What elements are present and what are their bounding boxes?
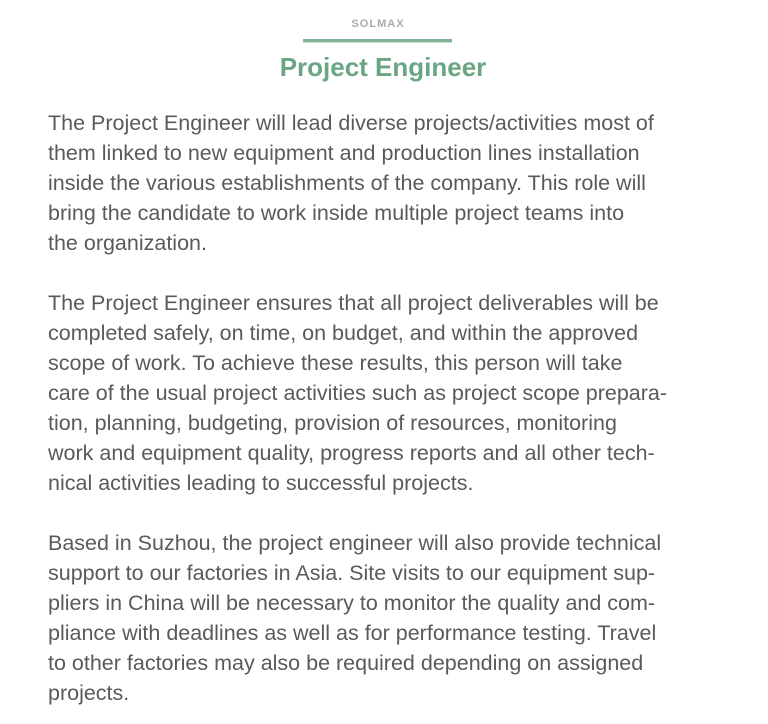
text-line: to other factories may also be required depending on assigned xyxy=(48,651,644,675)
text-line: tion, planning, budgeting, provision of resources, monitoring xyxy=(48,411,617,435)
text-line: them linked to new equipment and production lines installation xyxy=(48,141,640,165)
text-line: work and equipment quality, progress reports and all other tech- xyxy=(48,441,655,465)
text-line: Based in Suzhou, the project engineer will also provide technical xyxy=(48,531,662,555)
paragraph-responsibilities xyxy=(48,288,738,498)
text-line: The Project Engineer will lead diverse projects/activities most of xyxy=(48,111,654,135)
text-line: care of the usual project activities such as project scope prepara- xyxy=(48,381,668,405)
text-line: bring the candidate to work inside multiple project teams into xyxy=(48,201,625,225)
company-brand-label: SOLMAX xyxy=(351,18,405,30)
text-line: completed safely, on time, on budget, and within the approved xyxy=(48,321,639,345)
title-divider xyxy=(303,39,452,42)
paragraph-role-overview xyxy=(48,108,738,258)
page-title: Project Engineer xyxy=(279,52,487,82)
text-line: The Project Engineer ensures that all project deliverables will be xyxy=(48,291,659,315)
text-line: scope of work. To achieve these results, this person will take xyxy=(48,351,623,375)
text-line: nical activities leading to successful projects. xyxy=(48,471,474,495)
text-line: inside the various establishments of the company. This role will xyxy=(48,171,646,195)
job-description-body xyxy=(48,108,738,708)
text-line: the organization. xyxy=(48,231,207,255)
text-line: support to our factories in Asia. Site visits to our equipment sup- xyxy=(48,561,656,585)
text-line: pliers in China will be necessary to monitor the quality and com- xyxy=(48,591,656,615)
text-line: pliance with deadlines as well as for performance testing. Travel xyxy=(48,621,657,645)
text-line: projects. xyxy=(48,681,130,705)
paragraph-location-travel xyxy=(48,528,738,708)
